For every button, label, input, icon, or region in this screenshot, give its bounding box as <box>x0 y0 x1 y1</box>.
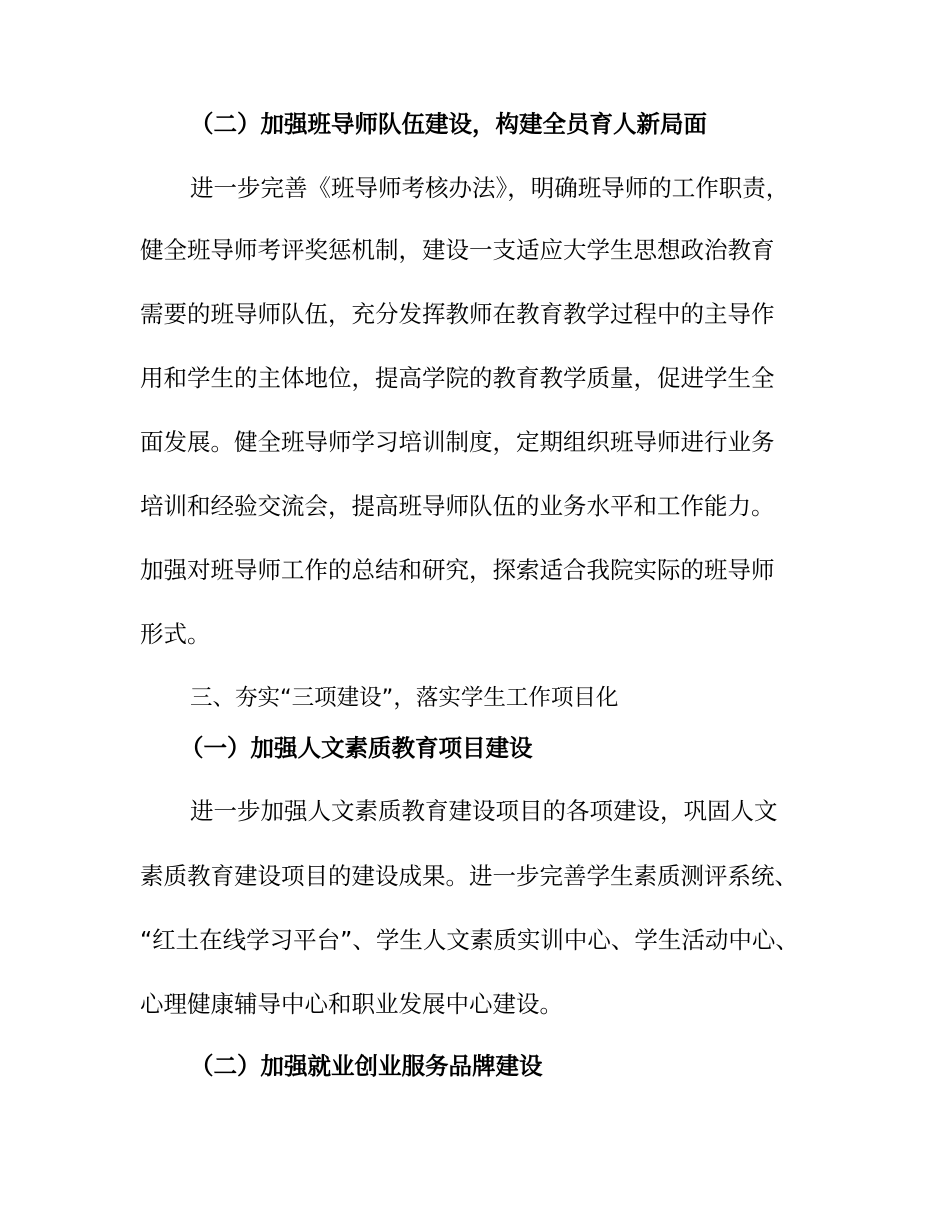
paragraph-line: 加强对班导师工作的总结和研究，探索适合我院实际的班导师 <box>140 556 775 584</box>
paragraph-line: 健全班导师考评奖惩机制，建设一支适应大学生思想政治教育 <box>140 236 775 264</box>
paragraph-line: 面发展。健全班导师学习培训制度，定期组织班导师进行业务 <box>140 428 775 456</box>
paragraph-line: 进一步加强人文素质教育建设项目的各项建设，巩固人文 <box>190 797 778 825</box>
paragraph-line: 用和学生的主体地位，提高学院的教育教学质量，促进学生全 <box>140 364 775 392</box>
paragraph-line: 形式。 <box>140 620 211 648</box>
paragraph-line: 素质教育建设项目的建设成果。进一步完善学生素质测评系统、 <box>140 862 798 890</box>
paragraph-line: 培训和经验交流会，提高班导师队伍的业务水平和工作能力。 <box>140 492 775 520</box>
section-heading: （二）加强班导师队伍建设，构建全员育人新局面 <box>190 110 707 138</box>
paragraph-line: “红土在线学习平台”、学生人文素质实训中心、学生活动中心、 <box>140 926 799 954</box>
paragraph-line: 心理健康辅导中心和职业发展中心建设。 <box>140 990 563 1018</box>
subsection-heading: （二）加强就业创业服务品牌建设 <box>190 1052 543 1080</box>
paragraph-line: 进一步完善《班导师考核办法》，明确班导师的工作职责， <box>190 174 790 202</box>
subsection-heading: （一）加强人文素质教育项目建设 <box>180 734 533 762</box>
paragraph-line: 需要的班导师队伍，充分发挥教师在教育教学过程中的主导作 <box>140 300 775 328</box>
part-heading: 三、夯实“三项建设”，落实学生工作项目化 <box>190 685 619 711</box>
